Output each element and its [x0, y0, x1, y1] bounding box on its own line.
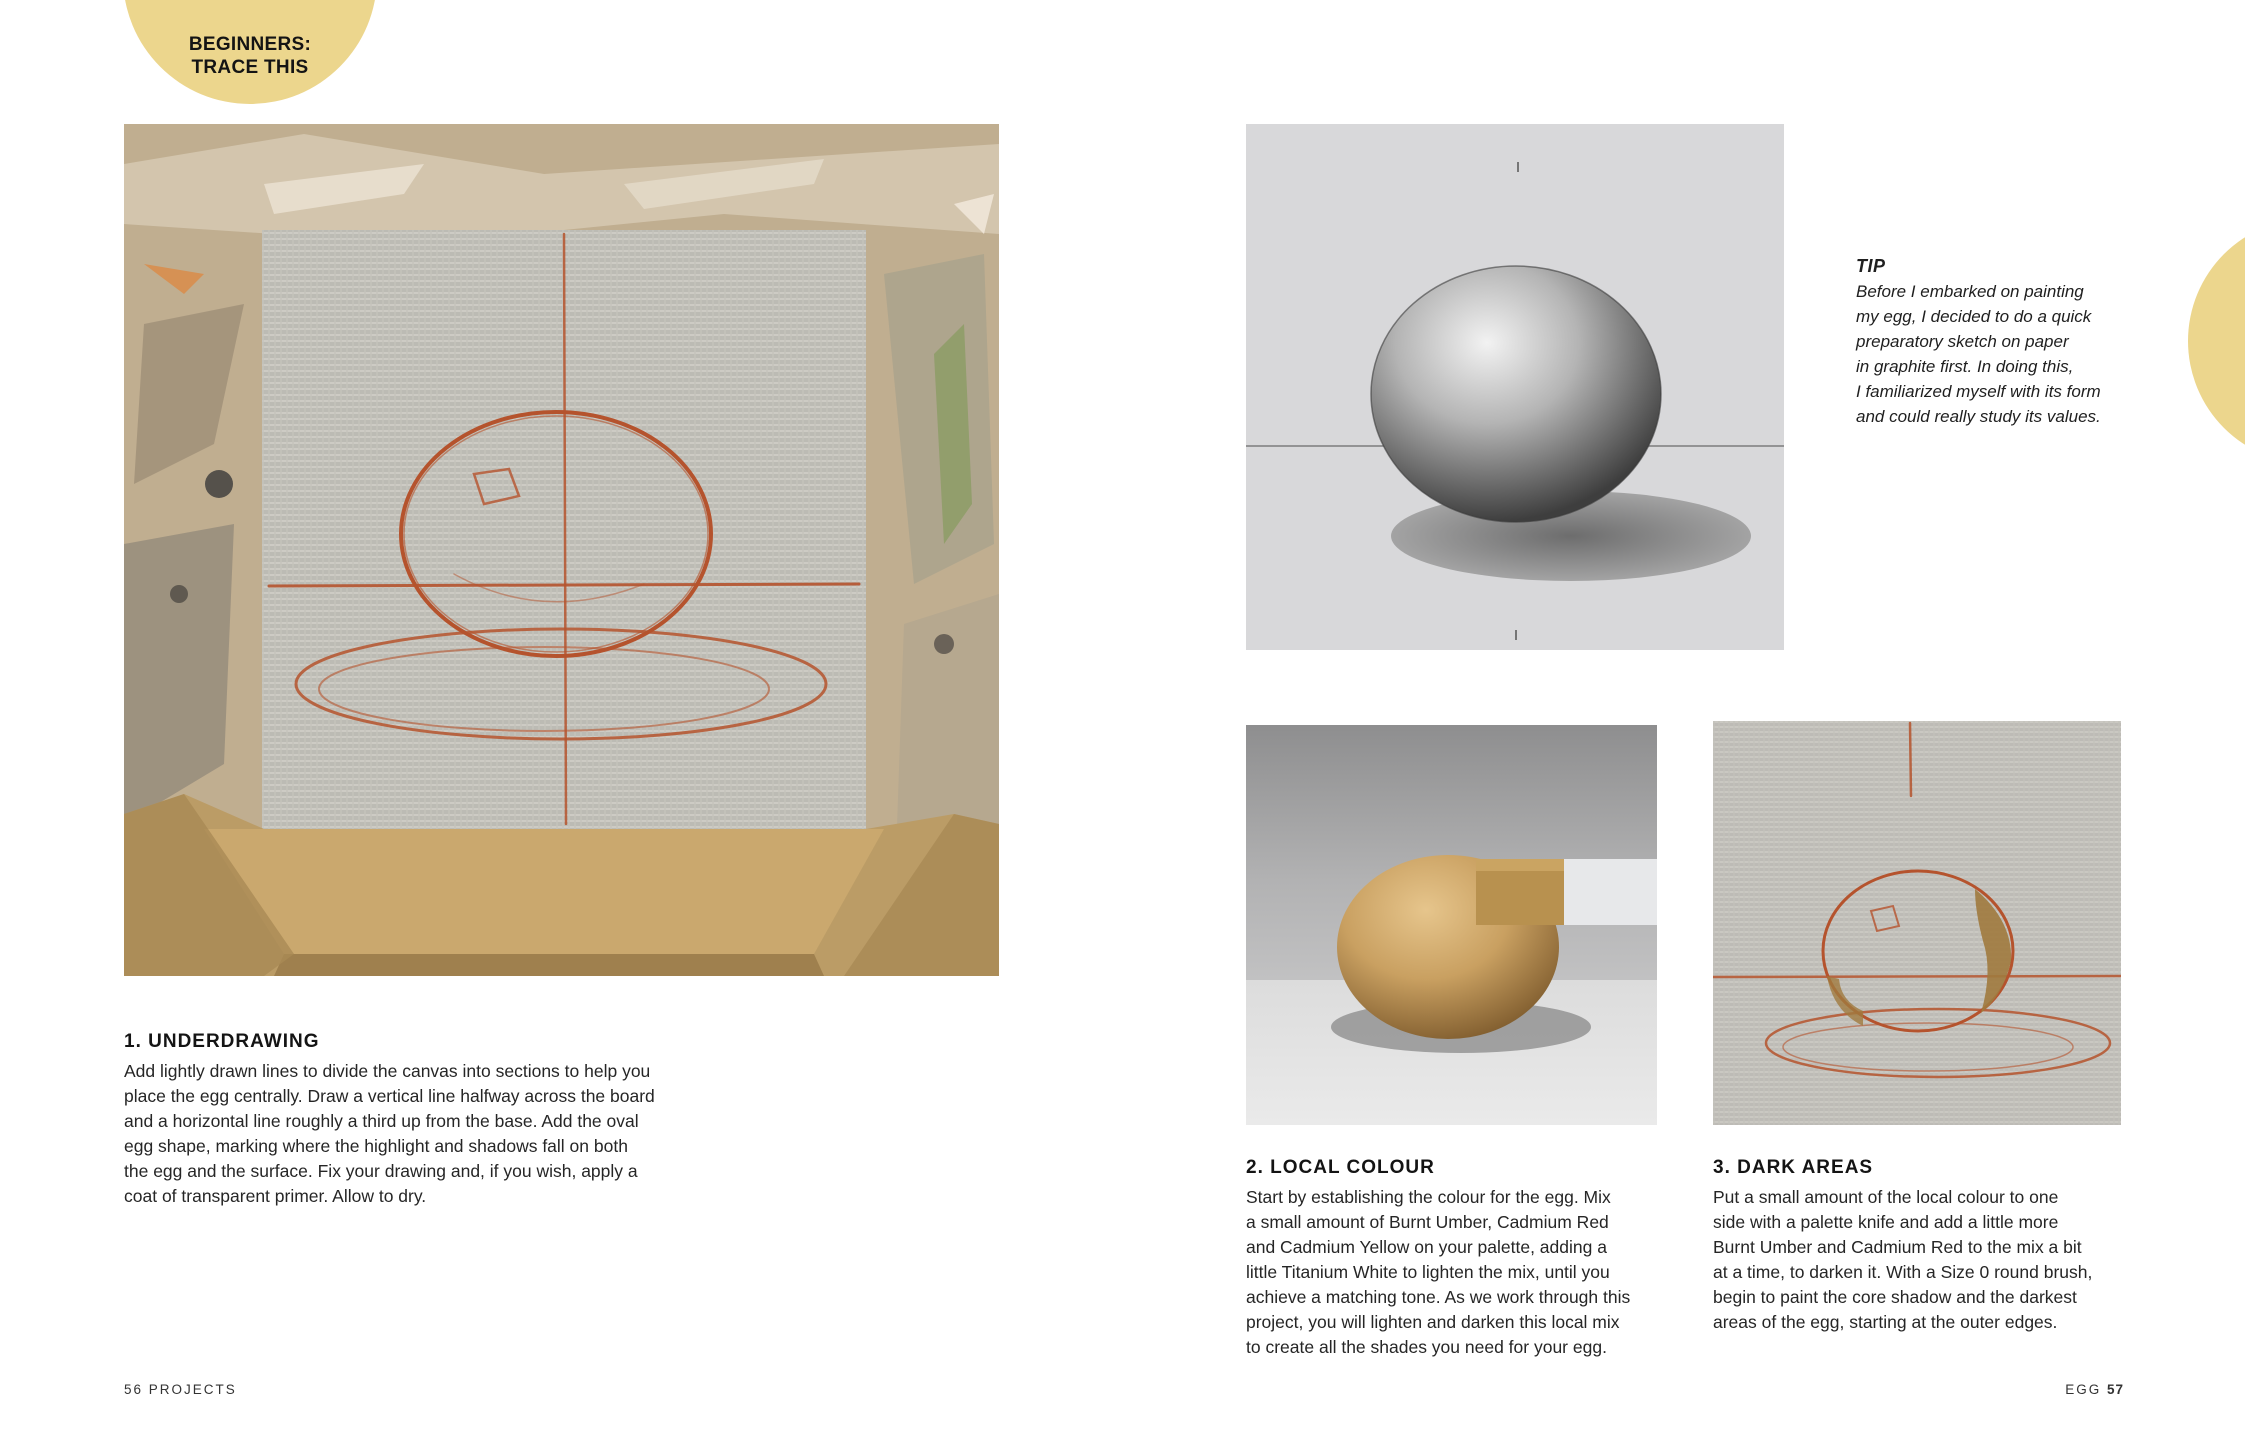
decorative-circle: [2188, 218, 2245, 464]
step-line: Burnt Umber and Cadmium Red to the mix a bit: [1713, 1237, 2082, 1257]
step-body: [124, 1059, 724, 1209]
step-underdrawing: [124, 1031, 724, 1209]
tip-line: preparatory sketch on paper: [1856, 332, 2069, 351]
step-title: 1. UNDERDRAWING: [124, 1031, 320, 1052]
tip-line: I familiarized myself with its form: [1856, 382, 2101, 401]
step-line: little Titanium White to lighten the mix, until you: [1246, 1262, 1610, 1282]
tip-body: [1856, 279, 2176, 429]
step-local-colour: [1246, 1157, 1676, 1360]
step-line: the egg and the surface. Fix your drawing and, if you wish, apply a: [124, 1161, 638, 1181]
step-line: coat of transparent primer. Allow to dry.: [124, 1186, 427, 1206]
underdrawing-photo: [124, 124, 999, 976]
step-line: Put a small amount of the local colour to one: [1713, 1187, 2059, 1207]
step-line: project, you will lighten and darken this local mix: [1246, 1312, 1620, 1332]
local-colour-photo: [1246, 725, 1657, 1125]
section-name-right: EGG: [2065, 1382, 2102, 1397]
step-title: 3. DARK AREAS: [1713, 1157, 1874, 1178]
step-line: at a time, to darken it. With a Size 0 round brush,: [1713, 1262, 2093, 1282]
step-body: [1713, 1185, 2143, 1335]
tip-line: in graphite first. In doing this,: [1856, 357, 2074, 376]
beginners-badge: [150, 33, 350, 79]
step-line: achieve a matching tone. As we work through this: [1246, 1287, 1631, 1307]
badge-line-1: BEGINNERS:: [188, 34, 312, 55]
step-line: side with a palette knife and add a little more: [1713, 1212, 2059, 1232]
step-line: to create all the shades you need for your egg.: [1246, 1337, 1607, 1357]
badge-line-2: TRACE THIS: [191, 57, 309, 78]
step-line: and Cadmium Yellow on your palette, adding a: [1246, 1237, 1607, 1257]
tip-line: Before I embarked on painting: [1856, 282, 2084, 301]
dark-areas-photo: [1713, 721, 2121, 1125]
step-line: and a horizontal line roughly a third up from the base. Add the oval: [124, 1111, 639, 1131]
step-dark-areas: [1713, 1157, 2143, 1335]
graphite-sketch-photo: [1246, 124, 1784, 650]
tip-title: TIP: [1856, 256, 1886, 276]
page-number-right: 57: [2106, 1382, 2124, 1397]
step-line: begin to paint the core shadow and the darkest: [1713, 1287, 2077, 1307]
step-line: Start by establishing the colour for the egg. Mix: [1246, 1187, 1611, 1207]
tip-line: and could really study its values.: [1856, 407, 2101, 426]
step-line: a small amount of Burnt Umber, Cadmium Red: [1246, 1212, 1609, 1232]
step-line: egg shape, marking where the highlight and shadows fall on both: [124, 1136, 628, 1156]
tip-box: [1856, 256, 2176, 429]
step-body: [1246, 1185, 1676, 1360]
tip-line: my egg, I decided to do a quick: [1856, 307, 2092, 326]
step-line: areas of the egg, starting at the outer edges.: [1713, 1312, 2058, 1332]
step-title: 2. LOCAL COLOUR: [1246, 1157, 1435, 1178]
page-number-left: 56: [124, 1382, 144, 1397]
folio-left: [124, 1382, 237, 1397]
section-name-left: PROJECTS: [148, 1382, 237, 1397]
step-line: Add lightly drawn lines to divide the canvas into sections to help you: [124, 1061, 651, 1081]
step-line: place the egg centrally. Draw a vertical line halfway across the board: [124, 1086, 655, 1106]
folio-right: [2060, 1382, 2124, 1397]
